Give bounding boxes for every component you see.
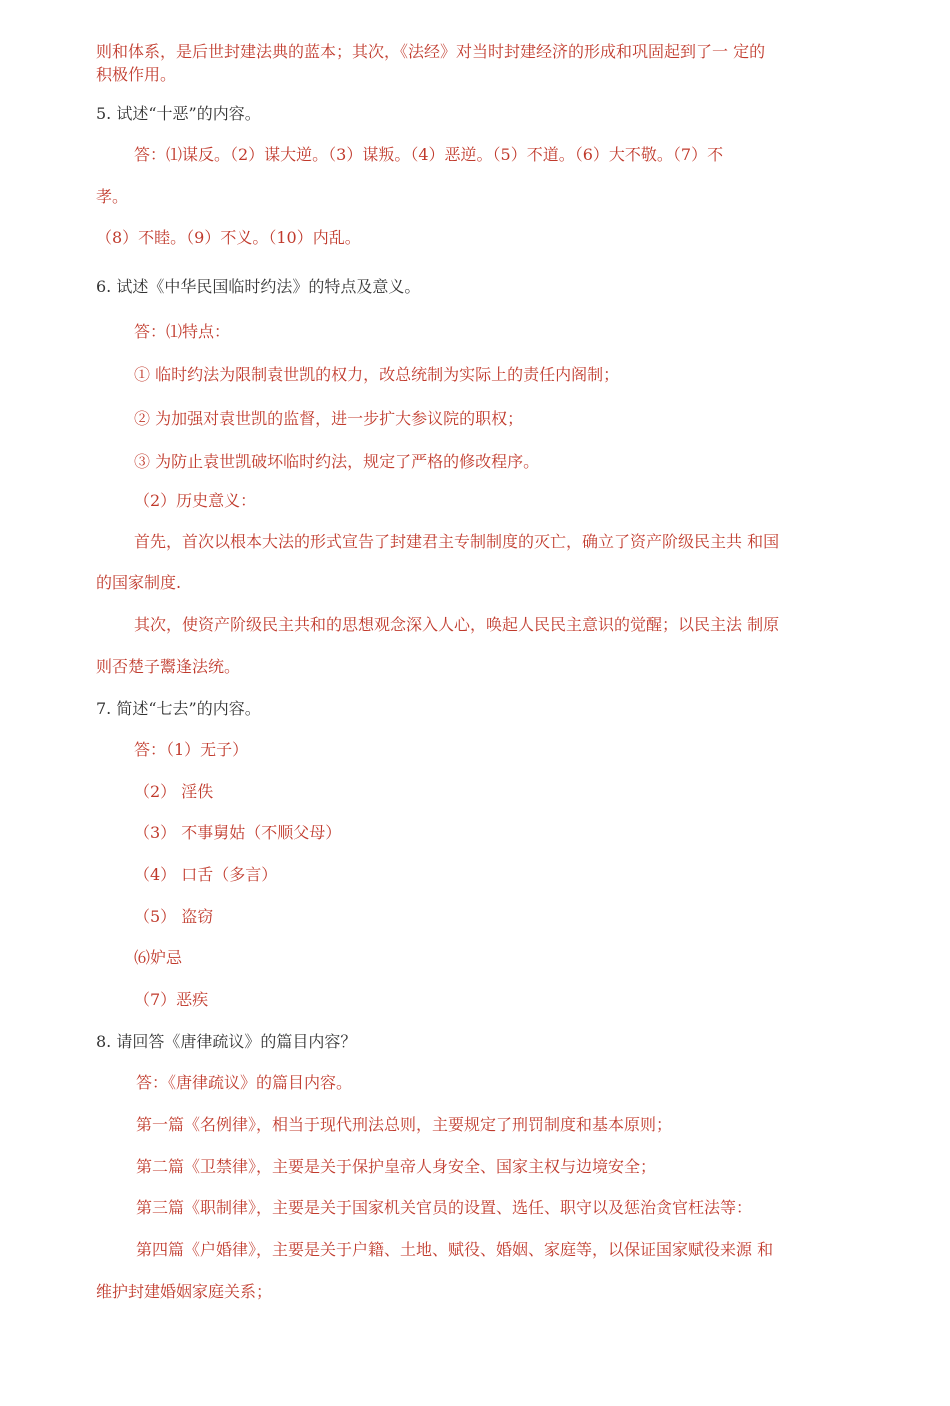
answer-line: 第二篇《卫禁律》，主要是关于保护皇帝人身安全、国家主权与边境安全； bbox=[136, 1157, 657, 1176]
answer-line: 的国家制度. bbox=[96, 573, 182, 592]
answer-line: ① 临时约法为限制袁世凯的权力，改总统制为实际上的责任内阁制； bbox=[134, 365, 620, 384]
answer-line: 答：（1）无子） bbox=[134, 740, 249, 759]
answer-line: 第三篇《职制律》，主要是关于国家机关官员的设置、选任、职守以及惩治贪官枉法等： bbox=[136, 1198, 753, 1217]
answer-line: 则和体系，是后世封建法典的蓝本；其次，《法经》对当时封建经济的形成和巩固起到了一 定的 bbox=[96, 42, 766, 61]
answer-line: 第一篇《名例律》，相当于现代刑法总则，主要规定了刑罚制度和基本原则； bbox=[136, 1115, 673, 1134]
answer-line: ③ 为防止袁世凯破坏临时约法，规定了严格的修改程序。 bbox=[134, 452, 540, 471]
answer-line: （8）不睦。（9）不义。（10）内乱。 bbox=[96, 228, 361, 247]
answer-line: 孝。 bbox=[96, 187, 129, 206]
answer-line: （2）历史意义： bbox=[134, 491, 257, 510]
answer-line: （2） 淫佚 bbox=[134, 782, 214, 801]
question-6: 6. 试述《中华民国临时约法》的特点及意义。 bbox=[96, 277, 421, 296]
answer-line: 其次，使资产阶级民主共和的思想观念深入人心，唤起人民民主意识的觉醒；以民主法 制原 bbox=[134, 615, 780, 634]
answer-line: 首先，首次以根本大法的形式宣告了封建君主专制制度的灭亡，确立了资产阶级民主共 和国 bbox=[134, 532, 780, 551]
answer-line: 积极作用。 bbox=[96, 65, 177, 84]
question-7: 7. 简述“七去”的内容。 bbox=[96, 699, 261, 718]
answer-line: ② 为加强对袁世凯的监督，进一步扩大参议院的职权； bbox=[134, 409, 524, 428]
answer-line: （4） 口舌（多言） bbox=[134, 865, 278, 884]
answer-line: （5） 盗窃 bbox=[134, 907, 214, 926]
answer-line: （7）恶疾 bbox=[134, 990, 209, 1009]
answer-line: 答：⑴特点： bbox=[134, 322, 231, 341]
answer-line: 第四篇《户婚律》，主要是关于户籍、土地、赋役、婚姻、家庭等，以保证国家赋役来源 和 bbox=[136, 1240, 774, 1259]
answer-line: 答：⑴谋反。（2）谋大逆。（3）谋叛。（4）恶逆。（5）不道。（6）大不敬。（7）不 bbox=[134, 145, 724, 164]
answer-line: （3） 不事舅姑（不顺父母） bbox=[134, 823, 342, 842]
answer-line: ⑹妒忌 bbox=[134, 948, 183, 967]
answer-line: 维护封建婚姻家庭关系； bbox=[96, 1282, 273, 1301]
answer-line: 则否楚子鬻逢法统。 bbox=[96, 657, 241, 676]
answer-line: 答：《唐律疏议》的篇目内容。 bbox=[136, 1073, 353, 1092]
question-8: 8. 请回答《唐律疏议》的篇目内容？ bbox=[96, 1032, 357, 1051]
question-5: 5. 试述“十恶”的内容。 bbox=[96, 104, 261, 123]
